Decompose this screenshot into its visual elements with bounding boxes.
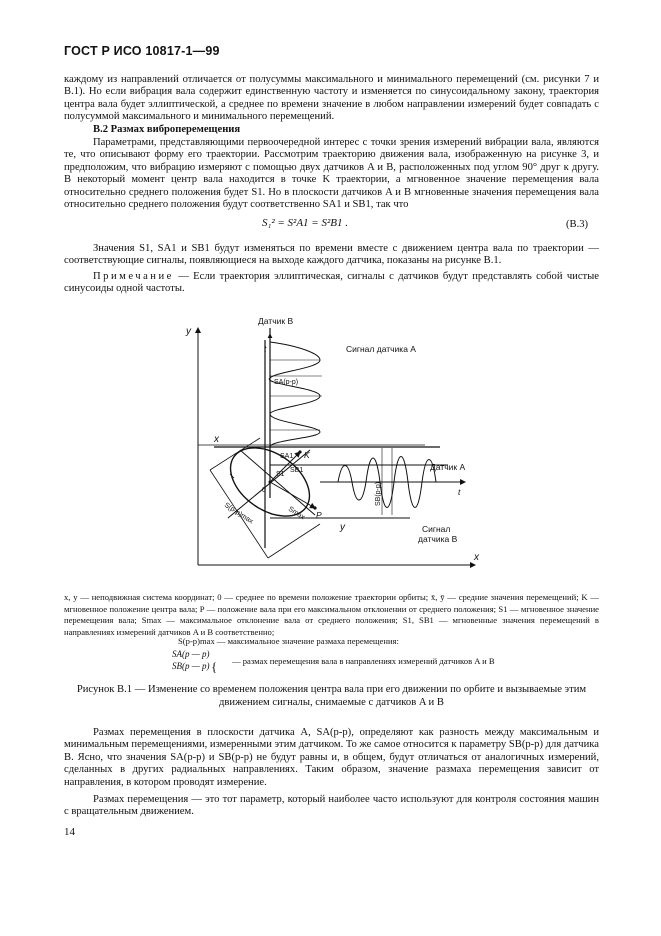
sa1-label: SA1 <box>280 453 294 460</box>
y-axis-label: y <box>186 326 191 337</box>
legend-sb-pp: SB(p — p) <box>172 661 210 671</box>
s1-label: S1 <box>276 471 285 478</box>
t-label-2: t <box>458 487 461 497</box>
paragraph-1: каждому из направлений отличается от полусуммы максимального и минимального перемещений (см. рисунки 7 и В.1). Но если вибрация вала содержит единственную частоту и изменяется по синусоидальному закону, траектория центра вала будет эллиптической, а среднее по времени значение в любом направлении измерений будет совпадать с полусуммой максимального и минимального перемещений. <box>64 74 599 123</box>
t-label-1: t <box>264 344 267 354</box>
signal-b-curve <box>269 342 320 447</box>
signal-b-label-1: Сигнал <box>422 524 451 534</box>
note-text: — Если траектория эллиптическая, сигналы с датчиков будут представлять собой чистые синусоиды одной частоты. <box>64 271 599 295</box>
s-max-label: Smax <box>286 505 306 522</box>
legend-brace: { <box>211 659 218 674</box>
s-a-pp-label: SA(p-p) <box>274 379 299 386</box>
formula: S₁² = S²A1 = S²B1 . <box>262 217 349 229</box>
k-label: K <box>304 450 310 460</box>
paragraph-2: Параметрами, представляющими первоочередной интерес с точки зрения измерений вибрации вала, являются те, что описывают форму его траектории. Рассмотрим траекторию движения вала, изображенную на рисунке 3, и предположим, что вибрацию измеряют с помощью двух датчиков A и B, расположенных под углом 90° друг к другу. В некоторый момент центр вала находится в точке K траектории, а мгновенное значение перемещения вала относительно среднего положения будет S1. Но в плоскости датчиков A и B мгновенные значения перемещения вала относительно среднего положения будут соответственно SA1 и SB1, так что <box>64 137 599 211</box>
sb1-label: SB1 <box>290 467 304 474</box>
figure-legend: x, y — неподвижная система координат; 0 — среднее по времени положение траектории орбиты; x̄, ȳ — средние значения перемещений; K — мгновенное положение центра вала; P — положение вала при его максимальном отклонении от среднего положения; S1 — мгновенное значение перемещения вала; Smax — максимальное отклонение вала от среднего положения; S1, SB1 — мгновенные значения перемещений в направлениях измерений датчиков A и B соответственно; <box>64 592 599 637</box>
page-number: 14 <box>64 826 75 838</box>
x-axis-label: x <box>474 552 479 563</box>
legend-sa-pp: SA(p — p) <box>172 649 210 659</box>
formula-number: (В.3) <box>566 219 589 230</box>
paragraph-5: Размах перемещения — это тот параметр, который наиболее часто используют для контроля состояния машин с вращательным движением. <box>64 794 599 818</box>
signal-a-label: Сигнал датчика A <box>346 344 416 354</box>
sensor-b-label: Датчик B <box>258 316 294 326</box>
zero-label: 0 <box>262 487 266 494</box>
s-pp-max-label: S(p-p)max <box>222 501 255 526</box>
paragraph-3: Значения S1, SA1 и SB1 будут изменяться по времени вместе с движением центра вала по траектории — соответствующие сигналы, появляющиеся на выходе каждого датчика, показаны на рисунке В.1. <box>64 243 599 267</box>
signal-b-label-2: датчика B <box>418 534 458 544</box>
document-header: ГОСТ Р ИСО 10817-1—99 <box>64 44 220 58</box>
sensor-a-label: Датчик A <box>430 462 466 472</box>
figure-orbit-diagram <box>170 310 490 580</box>
legend-s-pp-max: S(p-p)max — максимальное значение размаха перемещения: <box>178 636 399 646</box>
p-label: P <box>316 510 322 520</box>
point-k <box>298 450 301 453</box>
figure-caption: Рисунок В.1 — Изменение со временем положения центра вала при его движении по орбите и вызываемые этим движением сигналы, снимаемые с датчиков A и B <box>76 684 587 708</box>
paragraph-4: Размах перемещения в плоскости датчика A, SA(p-p), определяют как разность между максимальным и минимальным перемещениями, измеренными этим датчиком. То же самое относится к параметру SB(p-p) для датчика B. Ясно, что значения SA(p-p) и SB(p-p) не будут равны и, в общем, будут отличаться от аналогичных измерений, сделанных в других радиальных направлениях. Таким образом, значение размаха перемещения зависит от направления, в котором проводят измерение. <box>64 727 599 788</box>
legend-pp-description: — размах перемещения вала в направлениях измерений датчиков A и B <box>232 656 495 666</box>
section-title: В.2 Размах виброперемещения <box>93 124 241 135</box>
note <box>64 271 599 296</box>
s-b-pp-label: SB(p-p) <box>375 481 382 506</box>
y-mean-label: y <box>340 522 345 533</box>
x-mean-label: x <box>214 434 219 445</box>
center-point-0 <box>269 481 272 484</box>
note-label: Примечание <box>93 271 174 282</box>
